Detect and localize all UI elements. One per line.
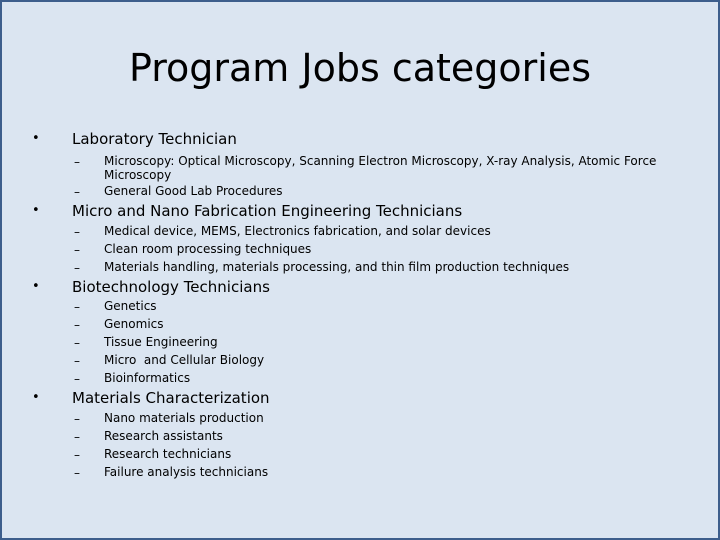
dash-icon: – xyxy=(74,225,80,239)
dash-icon: – xyxy=(74,300,80,314)
list-item: Materials handling, materials processing, and thin film production techniques xyxy=(104,260,570,274)
list-item: General Good Lab Procedures xyxy=(104,184,283,198)
list-item: Research technicians xyxy=(104,447,232,461)
list-item: Genetics xyxy=(104,299,157,313)
list-item: Medical device, MEMS, Electronics fabrication, and solar devices xyxy=(104,224,491,238)
dash-icon: – xyxy=(74,430,80,444)
list-item: Bioinformatics xyxy=(104,371,191,385)
section-heading-fabrication-technicians: Micro and Nano Fabrication Engineering Technicians xyxy=(72,202,463,220)
bullet-icon: • xyxy=(32,203,40,218)
list-item: Failure analysis technicians xyxy=(104,465,269,479)
section-heading-laboratory-technician: Laboratory Technician xyxy=(72,130,237,148)
dash-icon: – xyxy=(74,155,80,169)
slide-content xyxy=(2,2,718,538)
dash-icon: – xyxy=(74,243,80,257)
section-heading-materials-characterization: Materials Characterization xyxy=(72,389,270,407)
dash-icon: – xyxy=(74,372,80,386)
section-heading-biotechnology-technicians: Biotechnology Technicians xyxy=(72,278,270,296)
bullet-icon: • xyxy=(32,390,40,405)
dash-icon: – xyxy=(74,261,80,275)
list-item: Clean room processing techniques xyxy=(104,242,312,256)
dash-icon: – xyxy=(74,318,80,332)
list-item: Genomics xyxy=(104,317,164,331)
dash-icon: – xyxy=(74,412,80,426)
list-item: Research assistants xyxy=(104,429,223,443)
dash-icon: – xyxy=(74,448,80,462)
dash-icon: – xyxy=(74,466,80,480)
dash-icon: – xyxy=(74,336,80,350)
bullet-icon: • xyxy=(32,131,40,146)
list-item: Tissue Engineering xyxy=(104,335,218,349)
list-item: Microscopy: Optical Microscopy, Scanning Electron Microscopy, X-ray Analysis, Atomic Force Microscopy xyxy=(104,154,657,182)
bullet-icon: • xyxy=(32,279,40,294)
dash-icon: – xyxy=(74,185,80,199)
slide-title: Program Jobs categories xyxy=(128,46,592,90)
dash-icon: – xyxy=(74,354,80,368)
list-item: Nano materials production xyxy=(104,411,264,425)
list-item: Micro and Cellular Biology xyxy=(104,353,265,367)
